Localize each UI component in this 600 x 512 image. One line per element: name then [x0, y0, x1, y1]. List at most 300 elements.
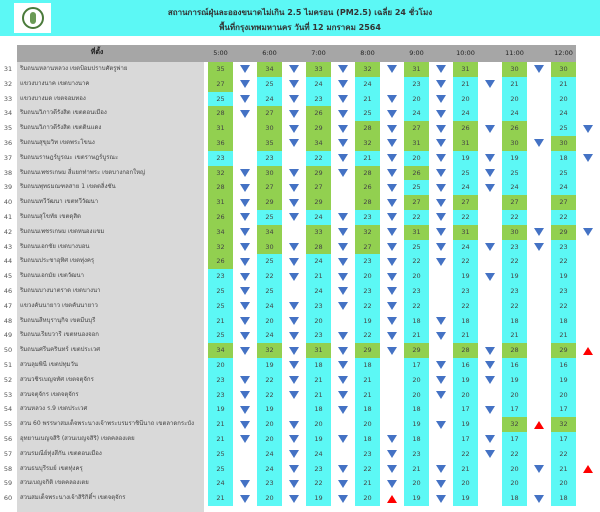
station-name: ริมถนนราษฎร์บูรณะ เขตราษฎร์บูรณะ	[20, 153, 119, 161]
blue-triangle-down-icon	[338, 287, 348, 295]
pm25-value-cell: 31	[404, 225, 429, 240]
blue-triangle-down-icon	[583, 154, 593, 162]
blue-triangle-down-icon	[387, 273, 397, 281]
blue-triangle-down-icon	[289, 332, 299, 340]
trend-down-icon	[282, 462, 306, 477]
station-name: ริมถนนวิภาวดีรังสิต เขตดอนเมือง	[20, 109, 107, 117]
trend-down-icon	[478, 447, 502, 462]
pm25-value-cell: 31	[404, 136, 429, 151]
pm25-value-cell: 23	[355, 284, 380, 299]
trend-down-icon	[331, 284, 355, 299]
blue-triangle-down-icon	[240, 302, 250, 310]
pm25-value-cell: 23	[551, 284, 576, 299]
pm25-value-cell: 22	[257, 269, 282, 284]
blue-triangle-down-icon	[338, 376, 348, 384]
trend-down-icon	[233, 314, 257, 329]
pm25-value-cell: 26	[306, 106, 331, 121]
pm25-value-cell: 24	[306, 77, 331, 92]
row-number: 34	[3, 109, 13, 118]
trend-down-icon	[429, 166, 453, 181]
trend-down-icon	[576, 225, 600, 240]
blue-triangle-down-icon	[387, 317, 397, 325]
trend-down-icon	[380, 328, 404, 343]
trend-down-icon	[478, 358, 502, 373]
trend-down-icon	[282, 254, 306, 269]
blue-triangle-down-icon	[485, 125, 495, 133]
pm25-value-cell: 20	[306, 417, 331, 432]
row-number: 35	[3, 124, 13, 133]
trend-down-icon	[429, 388, 453, 403]
pm25-value-cell: 25	[257, 210, 282, 225]
pm25-value-cell: 17	[453, 402, 478, 417]
table-row	[0, 92, 600, 107]
row-number: 49	[3, 331, 13, 340]
pm25-value-cell: 23	[551, 240, 576, 255]
blue-triangle-down-icon	[289, 110, 299, 118]
pm25-value-cell: 23	[404, 447, 429, 462]
blue-triangle-down-icon	[240, 347, 250, 355]
pm25-value-cell: 17	[502, 432, 527, 447]
row-number: 43	[3, 242, 13, 251]
pm25-value-cell: 24	[355, 77, 380, 92]
blue-triangle-down-icon	[289, 361, 299, 369]
blue-triangle-down-icon	[289, 480, 299, 488]
blue-triangle-down-icon	[240, 273, 250, 281]
blue-triangle-down-icon	[387, 199, 397, 207]
table-row	[0, 388, 600, 403]
pm25-value-cell: 29	[306, 166, 331, 181]
pm25-value-cell: 28	[453, 343, 478, 358]
blue-triangle-down-icon	[338, 465, 348, 473]
blue-triangle-down-icon	[436, 199, 446, 207]
pm25-value-cell: 24	[257, 299, 282, 314]
pm25-value-cell: 21	[355, 373, 380, 388]
blue-triangle-down-icon	[485, 450, 495, 458]
blue-triangle-down-icon	[387, 243, 397, 251]
blue-triangle-down-icon	[240, 287, 250, 295]
pm25-value-cell: 26	[208, 210, 233, 225]
trend-down-icon	[478, 77, 502, 92]
time-column-header: 9:00	[409, 49, 424, 57]
pm25-value-cell: 32	[257, 343, 282, 358]
table-row	[0, 269, 600, 284]
blue-triangle-down-icon	[240, 480, 250, 488]
station-name: ริมถนนศรีนครินทร์ เขตประเวศ	[20, 346, 101, 354]
location-column-header: ที่ตั้ง	[90, 48, 104, 56]
pm25-value-cell: 24	[257, 447, 282, 462]
pm25-value-cell: 18	[502, 491, 527, 506]
station-name: ริมถนนเพชรเกษม สี่แยกท่าพระ เขตบางกอกใหญ่	[20, 168, 146, 176]
station-name: แขวงบางมด เขตจอมทอง	[20, 94, 86, 102]
pm25-value-cell: 18	[306, 402, 331, 417]
pm25-value-cell: 27	[551, 195, 576, 210]
pm25-value-cell: 20	[404, 151, 429, 166]
station-name: ริมถนนหลานหลวง เขตป้อมปราบศัตรูพ่าย	[20, 65, 128, 72]
row-number: 32	[3, 79, 13, 88]
trend-down-icon	[527, 136, 551, 151]
trend-down-icon	[429, 151, 453, 166]
table-row	[0, 77, 600, 92]
pm25-value-cell: 32	[355, 136, 380, 151]
blue-triangle-down-icon	[289, 391, 299, 399]
table-row	[0, 432, 600, 447]
pm25-value-cell: 22	[551, 210, 576, 225]
trend-down-icon	[478, 402, 502, 417]
table-row	[0, 373, 600, 388]
pm25-value-cell: 29	[551, 343, 576, 358]
trend-down-icon	[282, 269, 306, 284]
blue-triangle-down-icon	[338, 95, 348, 103]
blue-triangle-down-icon	[240, 376, 250, 384]
trend-down-icon	[380, 447, 404, 462]
pm25-value-cell: 24	[453, 180, 478, 195]
blue-triangle-down-icon	[240, 421, 250, 429]
trend-down-icon	[429, 136, 453, 151]
row-number: 37	[3, 153, 13, 162]
blue-triangle-down-icon	[289, 450, 299, 458]
trend-down-icon	[282, 417, 306, 432]
pm25-value-cell: 25	[453, 166, 478, 181]
pm25-value-cell: 24	[551, 106, 576, 121]
pm25-value-cell: 18	[551, 151, 576, 166]
trend-down-icon	[331, 77, 355, 92]
pm25-value-cell: 34	[208, 343, 233, 358]
trend-down-icon	[527, 225, 551, 240]
pm25-value-cell: 21	[502, 77, 527, 92]
pm25-value-cell: 25	[208, 328, 233, 343]
blue-triangle-down-icon	[436, 332, 446, 340]
trend-down-icon	[429, 358, 453, 373]
trend-down-icon	[478, 373, 502, 388]
trend-down-icon	[282, 447, 306, 462]
pm25-value-cell: 18	[355, 432, 380, 447]
blue-triangle-down-icon	[387, 65, 397, 73]
table-row	[0, 491, 600, 506]
trend-down-icon	[233, 210, 257, 225]
time-column-header: 5:00	[213, 49, 228, 57]
station-name: ริมถนนเรียบวารี เขตหนองจอก	[20, 331, 99, 339]
pm25-value-cell: 27	[404, 121, 429, 136]
blue-triangle-down-icon	[387, 302, 397, 310]
blue-triangle-down-icon	[583, 125, 593, 133]
pm25-value-cell: 23	[355, 210, 380, 225]
pm25-value-cell: 23	[404, 77, 429, 92]
station-name: ริมถนนบางนาตราด เขตบางนา	[20, 287, 101, 294]
pm25-value-cell: 18	[404, 432, 429, 447]
pm25-value-cell: 22	[257, 373, 282, 388]
time-column-header: 7:00	[311, 49, 326, 57]
trend-down-icon	[380, 121, 404, 136]
trend-down-icon	[380, 432, 404, 447]
blue-triangle-down-icon	[289, 95, 299, 103]
pm25-value-cell: 28	[208, 180, 233, 195]
trend-down-icon	[380, 195, 404, 210]
row-number: 33	[3, 94, 13, 103]
blue-triangle-down-icon	[289, 125, 299, 133]
table-row	[0, 62, 600, 77]
trend-down-icon	[429, 106, 453, 121]
red-triangle-up-icon	[534, 421, 544, 429]
pm25-value-cell: 23	[257, 151, 282, 166]
trend-down-icon	[429, 462, 453, 477]
pm25-value-cell: 24	[306, 254, 331, 269]
trend-down-icon	[429, 373, 453, 388]
pm25-value-cell: 30	[257, 166, 282, 181]
trend-down-icon	[576, 121, 600, 136]
pm25-value-cell: 23	[208, 269, 233, 284]
trend-down-icon	[429, 314, 453, 329]
pm25-value-cell: 32	[208, 166, 233, 181]
pm25-value-cell: 25	[208, 92, 233, 107]
pm25-value-cell: 33	[306, 62, 331, 77]
pm25-value-cell: 23	[208, 388, 233, 403]
row-number: 52	[3, 375, 13, 384]
table-row	[0, 240, 600, 255]
station-name: แขวงคันนายาว เขตคันนายาว	[20, 301, 98, 309]
trend-down-icon	[233, 491, 257, 506]
pm25-value-cell: 24	[257, 462, 282, 477]
trend-down-icon	[233, 284, 257, 299]
blue-triangle-down-icon	[338, 139, 348, 147]
row-number: 47	[3, 301, 13, 310]
blue-triangle-down-icon	[289, 65, 299, 73]
pm25-value-cell: 25	[404, 180, 429, 195]
pm25-value-cell: 27	[306, 180, 331, 195]
trend-down-icon	[331, 92, 355, 107]
station-name: อุทยานเบญจสิริ (สวนเบญจสิริ) เขตคลองเตย	[20, 435, 135, 442]
pm25-value-cell: 20	[551, 92, 576, 107]
row-number: 53	[3, 390, 13, 399]
pm25-value-cell: 19	[306, 491, 331, 506]
pm25-value-cell: 16	[453, 358, 478, 373]
blue-triangle-down-icon	[338, 273, 348, 281]
blue-triangle-down-icon	[338, 154, 348, 162]
pm25-value-cell: 20	[453, 388, 478, 403]
trend-down-icon	[282, 476, 306, 491]
pm25-value-cell: 25	[208, 299, 233, 314]
trend-down-icon	[380, 254, 404, 269]
table-row	[0, 166, 600, 181]
blue-triangle-down-icon	[289, 213, 299, 221]
blue-triangle-down-icon	[338, 228, 348, 236]
pm25-value-cell: 34	[208, 225, 233, 240]
pm25-value-cell: 26	[355, 180, 380, 195]
blue-triangle-down-icon	[387, 95, 397, 103]
trend-down-icon	[380, 284, 404, 299]
pm25-value-cell: 19	[551, 269, 576, 284]
row-number: 44	[3, 257, 13, 266]
pm25-value-cell: 30	[257, 121, 282, 136]
blue-triangle-down-icon	[240, 332, 250, 340]
blue-triangle-down-icon	[387, 450, 397, 458]
trend-down-icon	[282, 314, 306, 329]
row-number: 45	[3, 272, 13, 281]
trend-down-icon	[380, 476, 404, 491]
blue-triangle-down-icon	[436, 243, 446, 251]
pm25-value-cell: 30	[551, 62, 576, 77]
trend-down-icon	[331, 254, 355, 269]
pm25-value-cell: 21	[404, 462, 429, 477]
pm25-value-cell: 21	[453, 328, 478, 343]
pm25-value-cell: 22	[404, 210, 429, 225]
station-name: สวนลุมพินี เขตปทุมวัน	[20, 361, 78, 368]
trend-down-icon	[478, 240, 502, 255]
blue-triangle-down-icon	[387, 213, 397, 221]
pm25-value-cell: 23	[306, 299, 331, 314]
trend-down-icon	[233, 476, 257, 491]
table-row	[0, 476, 600, 491]
pm25-value-cell: 25	[551, 121, 576, 136]
trend-down-icon	[478, 151, 502, 166]
trend-up-icon	[576, 462, 600, 477]
station-name: สวนธนบุรีรมย์ เขตทุ่งครุ	[20, 464, 83, 472]
blue-triangle-down-icon	[338, 391, 348, 399]
trend-down-icon	[429, 92, 453, 107]
trend-down-icon	[380, 269, 404, 284]
blue-triangle-down-icon	[338, 495, 348, 503]
pm25-value-cell: 30	[551, 136, 576, 151]
blue-triangle-down-icon	[436, 495, 446, 503]
blue-triangle-down-icon	[387, 258, 397, 266]
pm25-value-cell: 22	[404, 299, 429, 314]
trend-down-icon	[233, 328, 257, 343]
pm25-value-cell: 20	[355, 417, 380, 432]
trend-down-icon	[576, 151, 600, 166]
pm25-value-cell: 24	[306, 210, 331, 225]
table-row	[0, 343, 600, 358]
trend-up-icon	[576, 343, 600, 358]
blue-triangle-down-icon	[289, 273, 299, 281]
blue-triangle-down-icon	[338, 406, 348, 414]
station-name: ริมถนนสุขุมวิท เขตพระโขนง	[20, 139, 95, 146]
trend-down-icon	[380, 136, 404, 151]
pm25-value-cell: 24	[404, 106, 429, 121]
trend-down-icon	[429, 210, 453, 225]
trend-down-icon	[380, 314, 404, 329]
trend-down-icon	[233, 269, 257, 284]
row-number: 36	[3, 139, 13, 147]
pm25-value-cell: 22	[551, 447, 576, 462]
blue-triangle-down-icon	[387, 184, 397, 192]
pm25-value-cell: 23	[208, 151, 233, 166]
pm25-value-cell: 19	[404, 417, 429, 432]
pm25-value-cell: 36	[208, 136, 233, 151]
trend-down-icon	[233, 225, 257, 240]
trend-down-icon	[527, 240, 551, 255]
blue-triangle-down-icon	[436, 228, 446, 236]
red-triangle-up-icon	[583, 465, 593, 473]
blue-triangle-down-icon	[338, 125, 348, 133]
table-row	[0, 136, 600, 151]
time-column-header: 10:00	[456, 49, 475, 57]
blue-triangle-down-icon	[436, 125, 446, 133]
pm25-value-cell: 23	[404, 284, 429, 299]
pm25-value-cell: 23	[355, 254, 380, 269]
blue-triangle-down-icon	[289, 258, 299, 266]
pm25-value-cell: 17	[551, 432, 576, 447]
station-name: ริมถนนสุโขทัย เขตดุสิต	[20, 213, 81, 220]
pm25-value-cell: 25	[404, 240, 429, 255]
pm25-value-cell: 19	[355, 314, 380, 329]
blue-triangle-down-icon	[436, 317, 446, 325]
pm25-value-cell: 34	[257, 225, 282, 240]
station-name: สวน 60 พรรษาสมเด็จพระนางเจ้าพระบรมราชินีนาถ เขตลาดกระบัง	[20, 420, 195, 428]
pm25-value-cell: 18	[404, 402, 429, 417]
table-row	[0, 106, 600, 121]
trend-down-icon	[429, 180, 453, 195]
blue-triangle-down-icon	[338, 169, 348, 177]
blue-triangle-down-icon	[436, 154, 446, 162]
table-row	[0, 195, 600, 210]
row-number: 48	[3, 316, 13, 325]
trend-down-icon	[331, 476, 355, 491]
pm25-value-cell: 18	[355, 358, 380, 373]
blue-triangle-down-icon	[436, 213, 446, 221]
blue-triangle-down-icon	[289, 435, 299, 443]
pm25-value-cell: 23	[306, 328, 331, 343]
pm25-value-cell: 28	[355, 166, 380, 181]
trend-down-icon	[331, 462, 355, 477]
pm25-value-cell: 21	[551, 328, 576, 343]
blue-triangle-down-icon	[240, 110, 250, 118]
trend-down-icon	[380, 343, 404, 358]
trend-down-icon	[282, 92, 306, 107]
pm25-value-cell: 20	[257, 417, 282, 432]
blue-triangle-down-icon	[387, 465, 397, 473]
trend-down-icon	[331, 62, 355, 77]
pm25-value-cell: 30	[257, 240, 282, 255]
blue-triangle-down-icon	[240, 243, 250, 251]
trend-down-icon	[380, 462, 404, 477]
station-name: ริมถนนเอกมัย เขตวัฒนา	[20, 272, 84, 280]
blue-triangle-down-icon	[534, 65, 544, 73]
trend-down-icon	[331, 240, 355, 255]
blue-triangle-down-icon	[338, 213, 348, 221]
station-name: ริมถนนเอกชัย เขตบางบอน	[20, 242, 90, 250]
trend-down-icon	[233, 254, 257, 269]
blue-triangle-down-icon	[240, 435, 250, 443]
trend-down-icon	[331, 402, 355, 417]
pm25-value-cell: 34	[257, 62, 282, 77]
pm25-value-cell: 22	[355, 328, 380, 343]
trend-down-icon	[233, 417, 257, 432]
blue-triangle-down-icon	[240, 391, 250, 399]
trend-down-icon	[331, 121, 355, 136]
pm25-value-cell: 16	[551, 358, 576, 373]
station-name: สวนวชิรเบญจทัศ เขตจตุจักร	[20, 375, 94, 383]
pm25-value-cell: 31	[453, 62, 478, 77]
blue-triangle-down-icon	[289, 495, 299, 503]
station-name: ริมถนนพุทธมณฑลสาย 1 เขตตลิ่งชัน	[20, 183, 116, 191]
pm25-value-cell: 19	[502, 269, 527, 284]
row-number: 46	[3, 287, 13, 295]
station-name: สวนเบญจกิติ เขตคลองเตย	[20, 479, 89, 487]
trend-down-icon	[331, 491, 355, 506]
trend-down-icon	[527, 62, 551, 77]
trend-down-icon	[282, 106, 306, 121]
pm25-value-cell: 22	[453, 299, 478, 314]
trend-down-icon	[233, 77, 257, 92]
pm25-value-cell: 23	[502, 284, 527, 299]
blue-triangle-down-icon	[240, 258, 250, 266]
trend-down-icon	[282, 240, 306, 255]
pm25-value-cell: 20	[404, 373, 429, 388]
blue-triangle-down-icon	[240, 80, 250, 88]
blue-triangle-down-icon	[387, 139, 397, 147]
pm25-value-cell: 19	[502, 151, 527, 166]
table-row	[0, 314, 600, 329]
pm25-value-cell: 19	[257, 402, 282, 417]
